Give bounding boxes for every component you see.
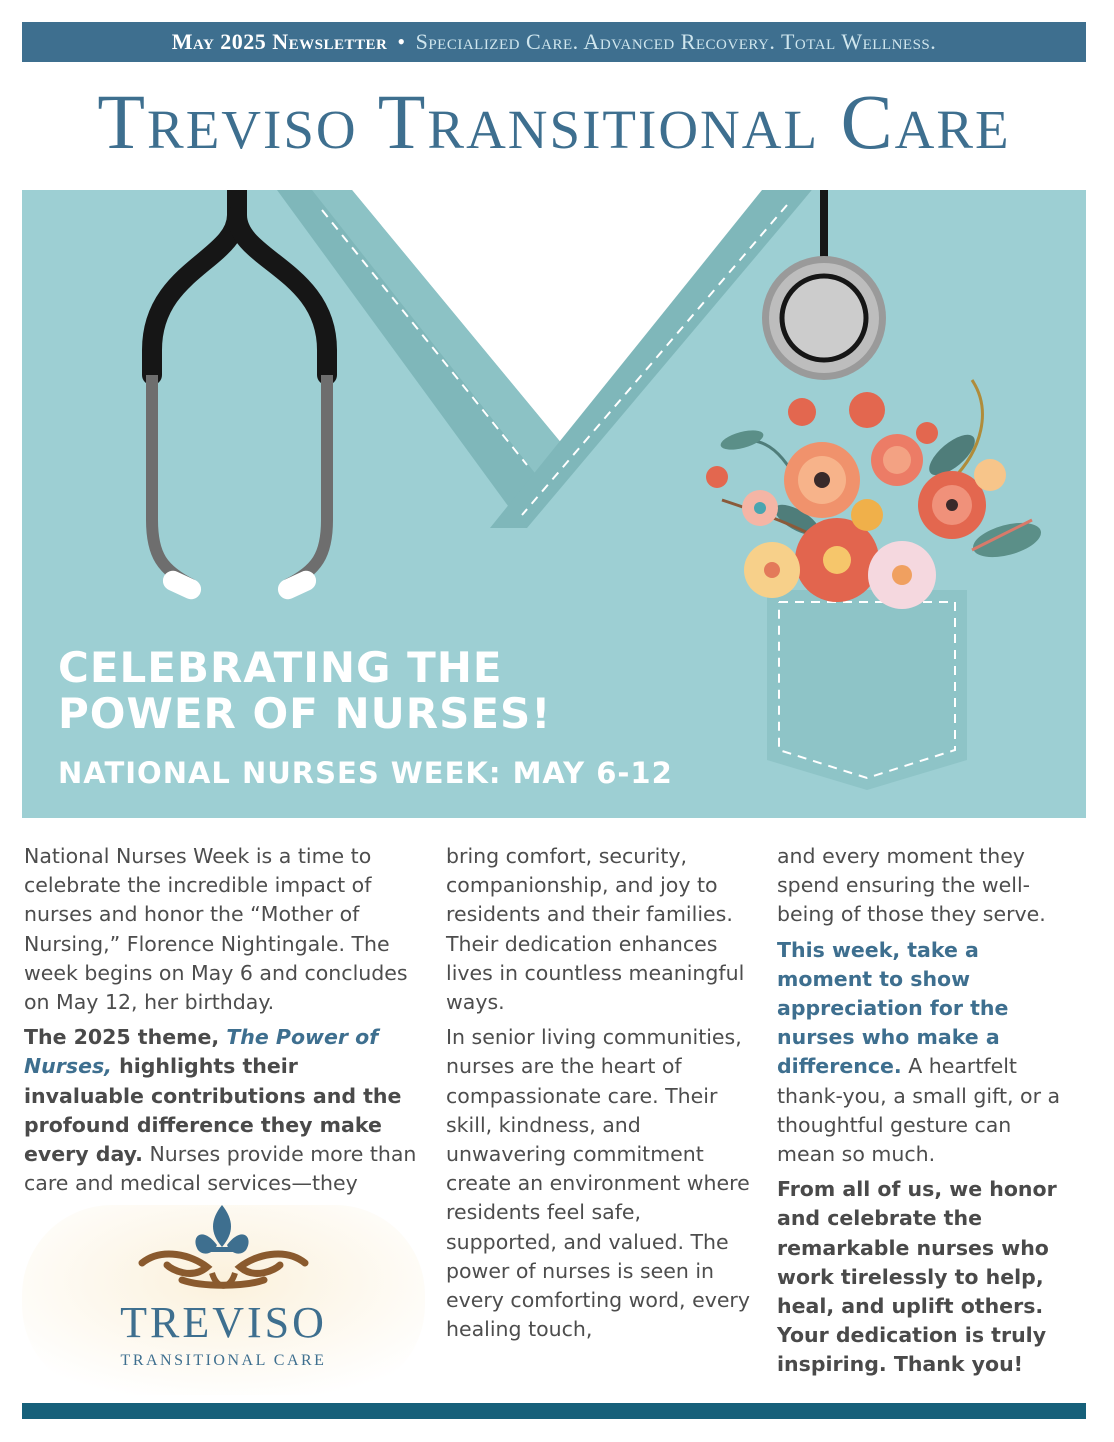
masthead-title: Treviso Transitional Care (97, 78, 1011, 165)
hero-banner (22, 190, 1086, 818)
col2-paragraph-1: bring comfort, security, companionship, and joy to residents and their families. Their dedication enhances lives in countless meaningful ways. (446, 844, 745, 1015)
col3-appreciation-bold: This week, take a moment to show appreciation for the nurses who make a difference. (777, 937, 1009, 1079)
col1-paragraph-2 (24, 1023, 424, 1198)
scrub-pocket (767, 590, 967, 790)
col3-paragraph-1: and every moment they spend ensuring the well-being of those they serve. (777, 844, 1046, 927)
flower-bouquet-icon (706, 380, 1045, 609)
col3-appreciation-rest: A heartfelt thank-you, a small gift, or a thoughtful gesture can mean so much. (777, 1054, 1061, 1167)
col1-paragraph-1: National Nurses Week is a time to celebrate the incredible impact of nurses and honor the “Mother of Nursing,” Florence Nightingale. The week begins on May 6 and concludes on May 12, her birthday. (24, 844, 408, 1015)
col1-theme-rest: Nurses provide more than care and medical services—they (24, 1142, 417, 1196)
article-column-1 (24, 842, 424, 1204)
col1-theme-name: The Power of Nurses, (24, 1025, 379, 1079)
header-tagline: Specialized Care. Advanced Recovery. Total Wellness. (415, 29, 937, 54)
newsletter-label: May 2025 Newsletter (171, 29, 388, 54)
col3-paragraph-2 (777, 936, 1067, 1170)
newsletter-header-bar (22, 22, 1086, 62)
stethoscope-icon (150, 190, 327, 603)
article-column-2 (446, 842, 756, 1350)
hero-headline: CELEBRATING THE POWER OF NURSES! (58, 643, 552, 738)
logo-name: TREVISO (120, 1298, 327, 1347)
col1-theme-lead: The 2025 theme, (24, 1025, 227, 1050)
footer-bar (22, 1403, 1086, 1419)
col2-paragraph-2: In senior living communities, nurses are the heart of compassionate care. Their skill, kindness, and unwavering commitment create an environment where residents feel safe, supported, and valued. The power of nurses is seen in every comforting word, every healing touch, (446, 1025, 750, 1342)
article-column-3 (777, 842, 1067, 1386)
col3-paragraph-3: From all of us, we honor and celebrate the remarkable nurses who work tirelessly to help, heal, and uplift others. Your dedication is truly inspiring. Thank you! (777, 1177, 1057, 1377)
logo-subtitle: TRANSITIONAL CARE (120, 1352, 327, 1369)
hero-subheadline: NATIONAL NURSES WEEK: MAY 6-12 (58, 756, 673, 790)
header-separator: • (397, 29, 406, 54)
treviso-logo (22, 1195, 425, 1395)
col1-theme-bold: highlights their invaluable contributions and the profound difference they make every day. (24, 1054, 402, 1167)
